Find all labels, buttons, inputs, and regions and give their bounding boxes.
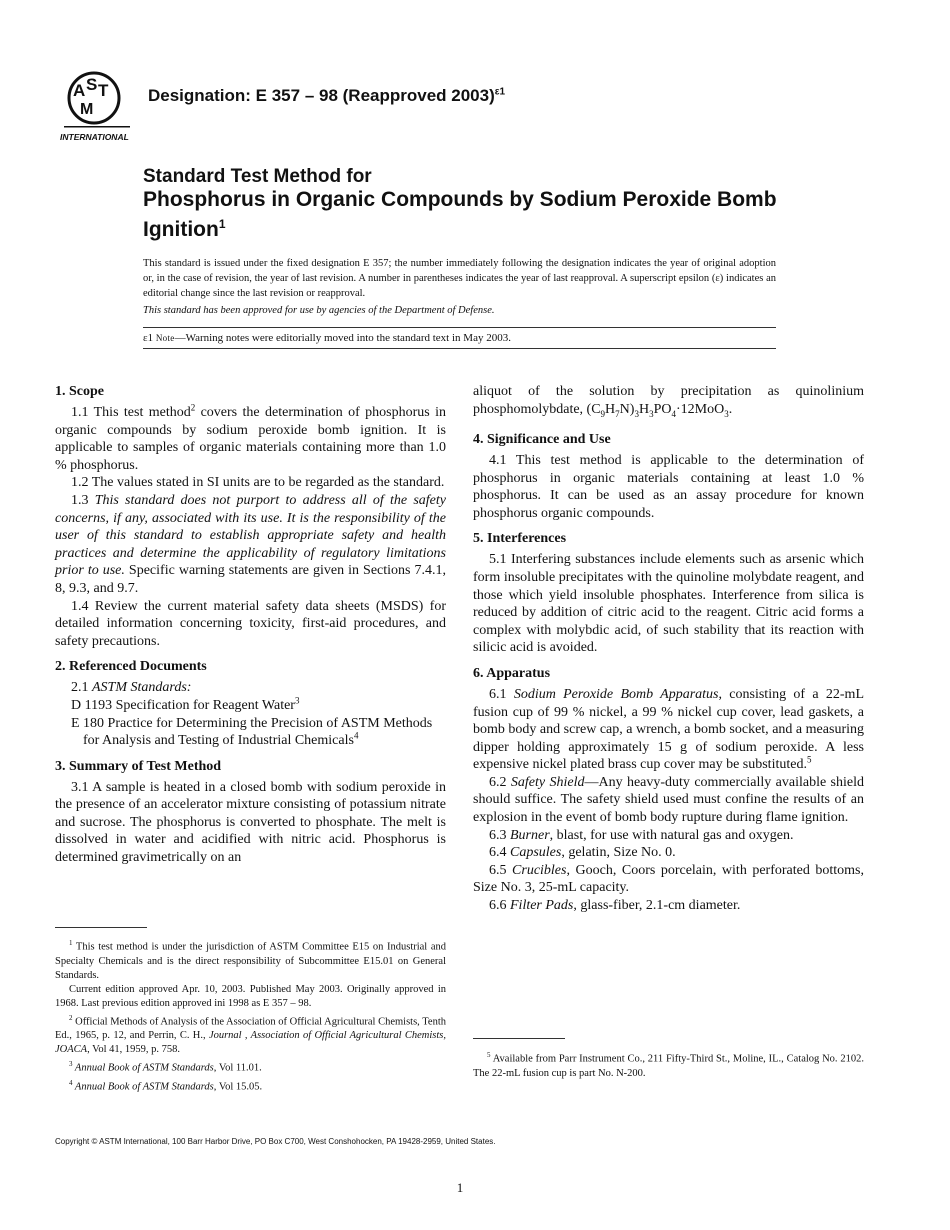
footnote-ref: 4 (353, 730, 359, 741)
section-heading-summary: 3. Summary of Test Method (55, 758, 222, 774)
footnote-text: , Vol 41, 1959, p. 758. (87, 1044, 181, 1055)
paragraph-6-4 (473, 844, 864, 862)
footnote-1-continued: Current edition approved Apr. 10, 2003. Published May 2003. Originally approved in 1968. Last previous edition approved ini 1998 as E 357 – 98. (55, 983, 446, 1009)
footnote-number: 2 (69, 1013, 73, 1022)
footnotes-left (55, 936, 446, 1094)
paragraph-text: covers the determination of phosphorus in organic compounds by sodium peroxide bomb ignition. It is applicable to samples of organic materials containing more than 1.0 % phosphorus. (55, 405, 446, 473)
formula-text: H (638, 401, 650, 417)
paragraph-number: 2.1 (71, 680, 92, 696)
footnote-ref: 2 (190, 402, 196, 413)
formula-text: ·12MoO (675, 401, 725, 417)
paragraph-1-4: 1.4 Review the current material safety data sheets (MSDS) for detailed information concerning toxicity, first-aid procedures, and safety precautions. (55, 598, 446, 649)
approval-note: This standard has been approved for use by agencies of the Department of Defense. (143, 305, 495, 316)
editorial-note (143, 332, 511, 344)
footnote-divider (55, 927, 147, 928)
footnote-2 (55, 1011, 446, 1058)
item-label: Crucibles (512, 862, 567, 878)
footnote-text: , Vol 15.05. (213, 1081, 263, 1092)
editorial-marker: ε1 (143, 332, 154, 344)
footnote-divider (473, 1038, 565, 1039)
footnote-1 (55, 936, 446, 983)
footnote-number: 5 (487, 1051, 491, 1059)
paragraph-6-3 (473, 827, 864, 845)
footnote-ref: 5 (806, 754, 812, 765)
section-heading-interferences: 5. Interferences (473, 531, 567, 547)
item-label: Safety Shield (510, 774, 585, 790)
editorial-label: Note (155, 333, 175, 343)
paragraph-text: , blast, for use with natural gas and oxygen. (549, 827, 794, 843)
paragraph-number: 6.2 (489, 774, 511, 790)
paragraph-text: , glass-fiber, 2.1-cm diameter. (573, 898, 741, 914)
paragraph-5-1: 5.1 Interfering substances include elements such as arsenic which form insoluble precipitates with the quinoline molybdate reagent, and those which yield insoluble phosphates. Interference from silica is reduced by addition of citric acid to the reagent. Citric acid forms a complex with molybdic acid, of such stability that its reaction with silicic acid is avoided. (473, 552, 864, 656)
svg-text:M: M (80, 101, 94, 118)
copyright: Copyright © ASTM International, 100 Barr Harbor Drive, PO Box C700, West Conshohocken, PA 19428-2959, United States. (55, 1137, 496, 1146)
formula-subscript: 7 (615, 408, 620, 419)
paragraph-text: —Any heavy-duty commercially available shield should suffice. The safety shield used must confine the results of an explosion in the event of bomb body rupture during flame ignition. (473, 774, 865, 826)
paragraph-3-1: 3.1 A sample is heated in a closed bomb with sodium peroxide in the presence of an accelerator mixture consisting of potassium nitrate and sucrose. The phosphorus is converted to phosphate. The melt is dissolved in water and acidified with nitric acid. Phosphorus is determined gravimetrically on an (55, 779, 446, 866)
formula-subscript: 9 (600, 408, 606, 419)
footnote-3 (55, 1057, 446, 1076)
paragraph-3-1-continued (473, 383, 864, 423)
footnote-number: 1 (69, 939, 73, 947)
item-label: Filter Pads (510, 898, 574, 914)
page-title (143, 188, 783, 242)
paragraph-text: , consisting of a 22-mL fusion cup of 99 % nickel, a 99 % nickel cup cover, lead gaskets, a bomb body and screw cap, a wrench, a bomb socket, and a measuring dipper holding approximately 15 g of sodium peroxide. A less expensive nickel plated brass cup cover may be substituted. (473, 686, 864, 773)
paragraph-6-2 (473, 774, 864, 827)
paragraph-text: , Gooch, Coors porcelain, with perforated bottoms, Size No. 3, 25-mL capacity. (473, 862, 864, 896)
section-heading-scope: 1. Scope (55, 384, 104, 399)
page-number: 1 (456, 1180, 464, 1195)
paragraph-number: 6.5 (489, 862, 513, 878)
formula-text: H (605, 401, 616, 417)
paragraph-number: 6.1 (489, 686, 514, 702)
paragraph-4-1: 4.1 This test method is applicable to the determination of phosphorus in organic materials containing at least 1.0 % phosphorus. It can be used as an assay procedure for known phosphorus organic compounds. (473, 452, 864, 521)
formula-subscript: 3 (634, 408, 639, 419)
paragraph-number: 6.3 (489, 827, 510, 843)
footnote-text: Available from Parr Instrument Co., 211 Fifty-Third St., Moline, IL., Catalog No. 2102. The 22-mL fusion cup is part No. N-200. (473, 1053, 864, 1079)
subsection-label: ASTM Standards: (92, 680, 192, 696)
footnote-number: 3 (69, 1060, 73, 1068)
item-label: Sodium Peroxide Bomb Apparatus (513, 686, 719, 702)
formula-subscript: 3 (649, 408, 654, 419)
reference-text: E 180 Practice for Determining the Precision of ASTM Methods for Analysis and Testing of Industrial Chemicals (71, 715, 433, 749)
paragraph-2-1 (55, 679, 446, 697)
footnotes-right (473, 1048, 864, 1081)
paragraph-6-1 (473, 686, 864, 774)
footnote-4 (55, 1076, 446, 1095)
item-label: Burner (510, 827, 550, 843)
paragraph-text: aliquot of the solution by precipitation as quinolinium phosphomolybdate, (C (473, 384, 864, 417)
svg-text:S: S (86, 75, 98, 94)
title-block (143, 165, 783, 242)
formula-text: PO (653, 401, 672, 417)
paragraph-1-2: 1.2 The values stated in SI units are to be regarded as the standard. (71, 475, 445, 491)
paragraph-text: 1.1 This test method (71, 405, 191, 420)
formula-subscript: 3 (724, 408, 729, 419)
safety-statement: This standard does not purport to address all of the safety concerns, if any, associated with its use. It is the responsibility of the user of this standard to establish appropriate safety and health practices and determine the applicability of regulatory limitations prior to use. (55, 492, 446, 579)
designation-text: Designation: E 357 – 98 (Reapproved 2003) (148, 86, 495, 105)
footnote-text: This test method is under the jurisdiction of ASTM Committee E15 on Industrial and Specialty Chemicals and is the direct responsibility of Subcommittee E15.01 on General Standards. (55, 941, 446, 981)
designation-epsilon: ε1 (494, 86, 506, 98)
issue-note: This standard is issued under the fixed designation E 357; the number immediately following the designation indicates the year of original adoption or, in the case of revision, the year of last revision. A number in parentheses indicates the year of last reapproval. A superscript epsilon (ε) indicates an editorial change since the last revision or reapproval. (143, 258, 776, 299)
paragraph-6-5 (473, 862, 864, 897)
svg-text:A: A (73, 81, 86, 100)
footnote-5 (473, 1048, 864, 1081)
paragraph-number: 6.4 (489, 845, 510, 861)
editorial-text: —Warning notes were editorially moved into the standard text in May 2003. (174, 332, 511, 344)
title-footnote-ref: 1 (218, 217, 226, 231)
paragraph-text: Specific warning statements are given in Sections 7.4.1, 8, 9.3, and 9.7. (55, 563, 446, 596)
reference-item (55, 697, 446, 715)
footnote-italic: Annual Book of ASTM Standards (72, 1062, 214, 1074)
paragraph-6-6 (473, 897, 864, 915)
formula-subscript: 4 (671, 408, 676, 419)
paragraph-text: , gelatin, Size No. 0. (561, 845, 676, 861)
item-label: Capsules (510, 845, 562, 861)
paragraph-1-3 (55, 492, 446, 598)
title-text: Phosphorus in Organic Compounds by Sodium Peroxide Bomb Ignition (143, 188, 777, 241)
logo-text: INTERNATIONAL (60, 132, 129, 142)
divider (143, 348, 776, 349)
paragraph-number: 6.6 (489, 898, 510, 914)
title-line1: Standard Test Method for (143, 166, 372, 187)
svg-text:T: T (98, 81, 109, 100)
right-column (473, 383, 864, 915)
formula-text: . (728, 401, 733, 417)
footnote-ref: 3 (294, 695, 300, 706)
paragraph-1-1 (55, 404, 446, 474)
footnote-text: , Vol 11.01. (213, 1062, 262, 1074)
section-heading-significance: 4. Significance and Use (473, 431, 611, 447)
footnote-text: Official Methods of Analysis of the Association of Official Agricultural Chemists, Tenth Ed., 1965, p. 12, and Perrin, C. H., (55, 1016, 446, 1041)
footnote-italic: Annual Book of ASTM Standards (72, 1081, 214, 1092)
formula-text: N) (619, 401, 635, 417)
designation (148, 86, 505, 106)
astm-logo (58, 68, 136, 144)
left-column (55, 383, 446, 867)
section-heading-referenced-documents: 2. Referenced Documents (55, 659, 207, 675)
section-heading-apparatus: 6. Apparatus (473, 665, 551, 681)
paragraph-number: 1.3 (71, 492, 95, 508)
footnote-number: 4 (69, 1078, 73, 1087)
reference-item (55, 715, 446, 750)
reference-text: D 1193 Specification for Reagent Water (71, 697, 295, 713)
footnote-italic: Journal , Association of Official Agricultural Chemists, JOACA (55, 1030, 446, 1055)
divider (143, 327, 776, 328)
